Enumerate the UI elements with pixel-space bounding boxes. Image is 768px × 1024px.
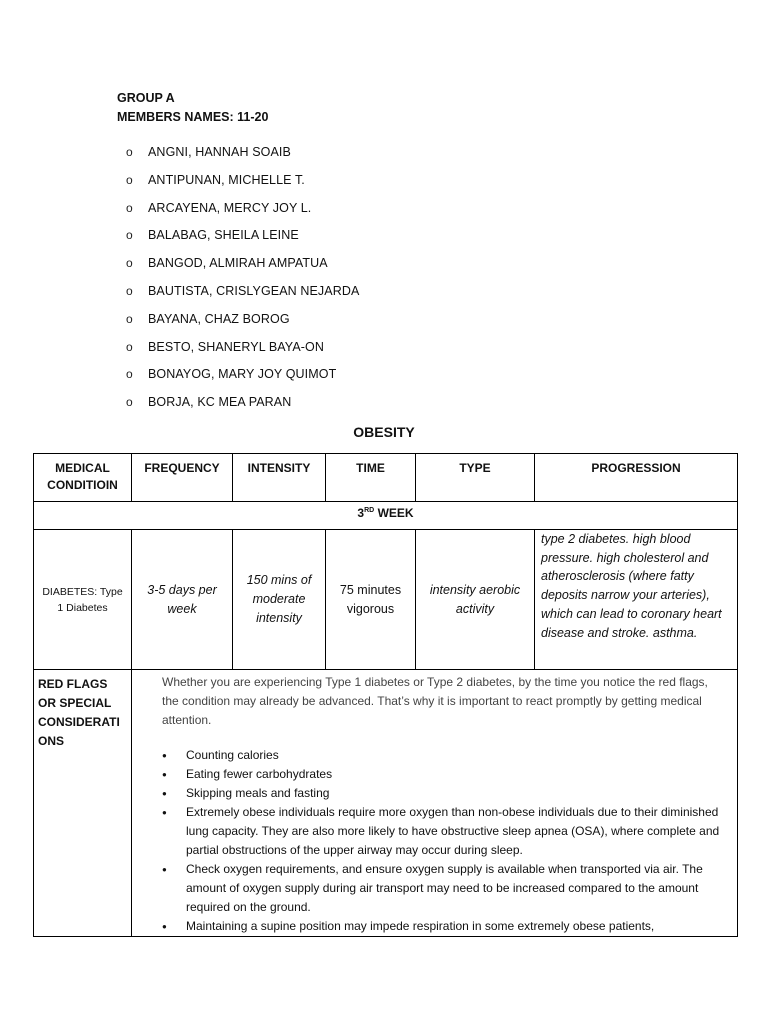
member-name: ARCAYENA, MERCY JOY L. (148, 200, 312, 215)
member-name: BAUTISTA, CRISLYGEAN NEJARDA (148, 283, 360, 298)
bullet-icon: o (126, 228, 133, 243)
document-header (117, 89, 268, 127)
week-cell (34, 502, 738, 530)
cell-intensity: 150 mins of moderate intensity (233, 530, 326, 670)
table-row (34, 530, 738, 670)
member-name: BANGOD, ALMIRAH AMPATUA (148, 256, 328, 271)
list-item (126, 201, 359, 229)
list-item: ● Eating fewer carbohydrates (162, 765, 723, 784)
bullet-icon: o (126, 283, 133, 298)
member-name: BALABAG, SHEILA LEINE (148, 228, 299, 243)
week-suffix: RD (364, 507, 375, 514)
page-title: OBESITY (353, 424, 415, 440)
table-header-row (34, 454, 738, 502)
bullet-icon: o (126, 145, 133, 159)
red-flags-intro: Whether you are experiencing Type 1 diabetes or Type 2 diabetes, by the time you notice the red flags, the condition may already be advanced. That’s why it is important to react promptly by getting medical attention. (162, 675, 708, 727)
list-item: ● Maintaining a supine position may impede respiration in some extremely obese patients, (162, 917, 723, 936)
week-label: WEEK (374, 506, 414, 520)
exercise-table (33, 453, 738, 937)
list-item (126, 173, 359, 201)
bullet-icon: o (126, 311, 133, 326)
cell-time: 75 minutes vigorous (326, 530, 416, 670)
list-item: ● Skipping meals and fasting (162, 784, 723, 803)
group-heading: GROUP A (117, 91, 175, 105)
members-heading: MEMBERS NAMES: 11-20 (117, 110, 269, 124)
member-name: BAYANA, CHAZ BOROG (148, 311, 290, 326)
week-number: 3 (357, 506, 365, 520)
list-item (126, 284, 359, 312)
header-condition: MEDICAL CONDITIOIN (34, 454, 132, 502)
cell-progression: type 2 diabetes. high blood pressure. high cholesterol and atherosclerosis (where fatty deposits narrow your arteries), which can lead to coronary heart disease and stroke. asthma. (535, 530, 738, 670)
header-frequency: FREQUENCY (132, 454, 233, 502)
member-name: BONAYOG, MARY JOY QUIMOT (148, 367, 337, 382)
list-item (126, 145, 359, 173)
red-flags-content (132, 670, 738, 937)
bullet-icon: o (126, 256, 133, 271)
member-name: BORJA, KC MEA PARAN (148, 395, 292, 410)
bullet-icon: o (126, 395, 133, 410)
list-item (126, 367, 359, 395)
bullet-icon: o (126, 200, 133, 215)
list-item: ● Counting calories (162, 746, 723, 765)
bullet-icon: o (126, 172, 133, 187)
list-item: ● Check oxygen requirements, and ensure oxygen supply is available when transported via air. The amount of oxygen supply during air transport may need to be increased compared to the amount required on the ground. (162, 860, 723, 917)
member-name: ANGNI, HANNAH SOAIB (148, 145, 291, 159)
bullet-icon: o (126, 367, 133, 382)
list-item (126, 228, 359, 256)
list-item: ● Extremely obese individuals require more oxygen than non-obese individuals due to their diminished lung capacity. They are also more likely to have obstructive sleep apnea (OSA), where complete and partial obstructions of the upper airway may occur during sleep. (162, 803, 723, 860)
red-flags-label: RED FLAGS OR SPECIAL CONSIDERATI ONS (34, 670, 132, 937)
list-item (126, 395, 359, 423)
list-item (126, 256, 359, 284)
week-row (34, 502, 738, 530)
members-list (126, 145, 359, 423)
header-intensity: INTENSITY (233, 454, 326, 502)
list-item (126, 312, 359, 340)
red-flags-row (34, 670, 738, 937)
member-name: BESTO, SHANERYL BAYA-ON (148, 339, 324, 354)
red-flags-list (162, 746, 723, 936)
header-type: TYPE (416, 454, 535, 502)
member-name: ANTIPUNAN, MICHELLE T. (148, 172, 305, 187)
cell-type: intensity aerobic activity (416, 530, 535, 670)
list-item (126, 340, 359, 368)
header-progression: PROGRESSION (535, 454, 738, 502)
cell-condition: DIABETES: Type 1 Diabetes (34, 530, 132, 670)
bullet-icon: o (126, 339, 133, 354)
header-time: TIME (326, 454, 416, 502)
cell-frequency: 3-5 days per week (132, 530, 233, 670)
